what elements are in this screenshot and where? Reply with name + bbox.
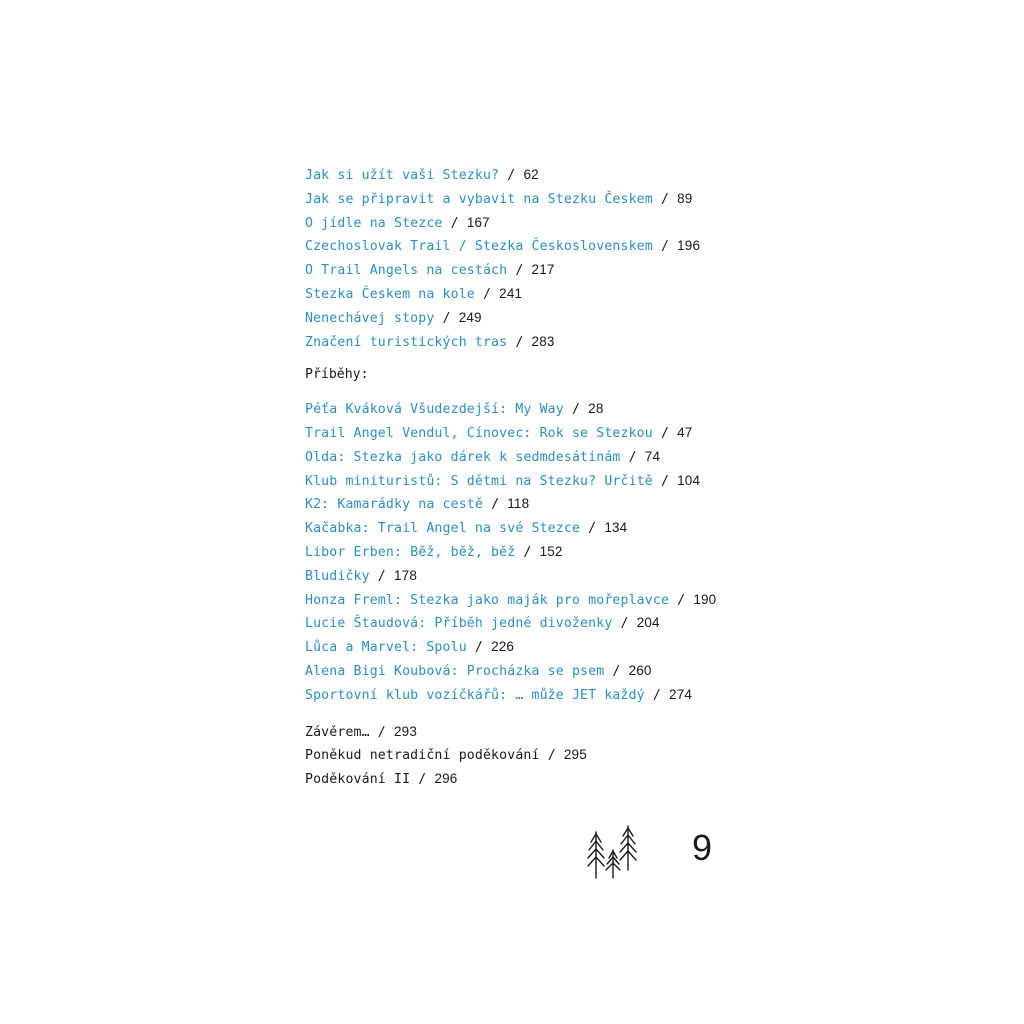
toc-entry[interactable] bbox=[305, 492, 785, 516]
toc-entry-title: Závěrem… bbox=[305, 724, 370, 740]
toc-entry-title[interactable]: Klub minituristů: S dětmi na Stezku? Určitě bbox=[305, 473, 653, 489]
toc-separator: / bbox=[499, 168, 524, 183]
toc-entry[interactable] bbox=[305, 163, 785, 187]
toc-entry[interactable] bbox=[305, 258, 785, 282]
stories-heading: Příběhy: bbox=[305, 367, 369, 383]
toc-separator: / bbox=[652, 425, 678, 441]
toc-separator: / bbox=[507, 334, 532, 350]
closing-list bbox=[305, 720, 785, 791]
toc-separator: / bbox=[369, 724, 394, 740]
toc-entry-title[interactable]: O jídle na Stezce bbox=[305, 215, 443, 231]
toc-entry-title[interactable]: Jak si užít vaši Stezku? bbox=[305, 168, 500, 183]
toc-entry-page: 47 bbox=[677, 424, 693, 440]
toc-entry-title[interactable]: Alena Bigi Koubová: Procházka se psem bbox=[305, 663, 605, 679]
toc-separator: / bbox=[466, 640, 492, 656]
toc-entry-page: 118 bbox=[507, 496, 530, 512]
toc-separator: / bbox=[669, 592, 694, 608]
toc-entry-page: 104 bbox=[677, 472, 701, 488]
toc-entry-title[interactable]: Kačabka: Trail Angel na své Stezce bbox=[305, 521, 581, 537]
toc-entry-page: 28 bbox=[588, 401, 604, 417]
toc-entry-page: 178 bbox=[394, 567, 417, 583]
toc-entry-title[interactable]: O Trail Angels na cestách bbox=[305, 263, 508, 279]
toc-entry[interactable] bbox=[305, 469, 785, 493]
toc-separator: / bbox=[515, 544, 540, 560]
toc-entry[interactable] bbox=[305, 611, 785, 635]
toc-entry-title: Poněkud netradiční poděkování bbox=[305, 748, 540, 764]
toc-entry-title[interactable]: Olda: Stezka jako dárek k sedmdesátinám bbox=[305, 449, 621, 465]
toc-separator: / bbox=[652, 191, 678, 207]
toc-entry-page: 167 bbox=[466, 214, 490, 230]
toc-entry-title[interactable]: Jak se připravit a vybavit na Stezku Českem bbox=[305, 191, 653, 207]
toc-entry-page: 293 bbox=[394, 723, 417, 739]
toc-entry-page: 295 bbox=[563, 747, 587, 763]
toc-entry[interactable] bbox=[305, 187, 785, 211]
toc-entry[interactable] bbox=[305, 211, 785, 235]
toc-separator: / bbox=[410, 772, 435, 788]
toc-entry[interactable] bbox=[305, 421, 785, 445]
toc-entry-title[interactable]: K2: Kamarádky na cestě bbox=[305, 497, 483, 513]
toc-separator: / bbox=[652, 473, 678, 489]
toc-separator: / bbox=[652, 239, 678, 255]
page-footer bbox=[584, 820, 724, 882]
toc-separator: / bbox=[644, 687, 670, 703]
toc-separator: / bbox=[482, 497, 508, 513]
toc-entry-page: 152 bbox=[539, 543, 563, 559]
toc-entry[interactable] bbox=[305, 564, 785, 588]
toc-entry[interactable] bbox=[305, 397, 785, 421]
toc-entry-title[interactable]: Trail Angel Vendul, Cínovec: Rok se Stezkou bbox=[305, 425, 653, 441]
toc-entry[interactable] bbox=[305, 540, 785, 564]
toc-entry-page: 196 bbox=[677, 238, 701, 254]
toc-separator: / bbox=[604, 663, 629, 679]
toc-separator: / bbox=[434, 310, 459, 326]
toc-entry-title[interactable]: Sportovní klub vozíčkářů: … může JET každý bbox=[305, 687, 645, 703]
toc-entry-page: 241 bbox=[499, 285, 523, 301]
toc-entry-page: 260 bbox=[628, 662, 652, 678]
toc-entry bbox=[305, 743, 785, 767]
toc-entry-title[interactable]: Bludičky bbox=[305, 568, 370, 584]
toc-separator: / bbox=[442, 215, 467, 231]
toc-entry-title[interactable]: Lucie Štaudová: Příběh jedné divoženky bbox=[305, 616, 613, 632]
toc-entry-title[interactable]: Péťa Kváková Všudezdejší: My Way bbox=[305, 402, 564, 418]
toc-entry bbox=[305, 767, 785, 791]
table-of-contents bbox=[305, 163, 785, 791]
toc-entry-title[interactable]: Honza Freml: Stezka jako maják pro mořeplavce bbox=[305, 592, 670, 608]
guides-list bbox=[305, 163, 785, 353]
toc-separator: / bbox=[580, 521, 605, 537]
toc-entry-title: Poděkování II bbox=[305, 772, 411, 788]
toc-entry-title[interactable]: Stezka Českem na kole bbox=[305, 286, 475, 302]
toc-entry-page: 89 bbox=[677, 190, 693, 206]
toc-separator: / bbox=[369, 568, 394, 584]
toc-entry-page: 134 bbox=[604, 520, 628, 536]
toc-entry-title[interactable]: Značení turistických tras bbox=[305, 334, 508, 350]
pine-trees-icon bbox=[584, 820, 644, 882]
toc-entry[interactable] bbox=[305, 306, 785, 330]
toc-entry[interactable] bbox=[305, 445, 785, 469]
toc-entry[interactable] bbox=[305, 683, 785, 707]
toc-entry bbox=[305, 720, 785, 744]
toc-separator: / bbox=[563, 402, 589, 418]
toc-entry-page: 274 bbox=[669, 686, 693, 702]
toc-entry[interactable] bbox=[305, 234, 785, 258]
toc-separator: / bbox=[474, 286, 500, 302]
toc-entry-page: 74 bbox=[644, 448, 661, 464]
toc-entry-title[interactable]: Libor Erben: Běž, běž, běž bbox=[305, 544, 516, 560]
toc-entry-title[interactable]: Czechoslovak Trail / Stezka Československem bbox=[305, 239, 653, 255]
toc-entry-page: 283 bbox=[531, 333, 555, 349]
toc-entry[interactable] bbox=[305, 516, 785, 540]
spacer bbox=[305, 707, 785, 720]
toc-entry[interactable] bbox=[305, 588, 785, 612]
toc-separator: / bbox=[539, 748, 564, 764]
toc-entry[interactable] bbox=[305, 282, 785, 306]
toc-entry-page: 249 bbox=[458, 309, 482, 325]
toc-entry-page: 204 bbox=[636, 615, 660, 631]
toc-entry-title[interactable]: Nenechávej stopy bbox=[305, 310, 435, 326]
toc-separator: / bbox=[620, 449, 645, 465]
toc-entry-page: 62 bbox=[523, 167, 539, 182]
stories-list bbox=[305, 397, 785, 706]
page-number: 9 bbox=[692, 827, 713, 868]
toc-entry-page: 190 bbox=[693, 591, 717, 607]
toc-separator: / bbox=[507, 263, 532, 279]
toc-entry-title[interactable]: Lůca a Marvel: Spolu bbox=[305, 640, 467, 656]
toc-entry[interactable] bbox=[305, 659, 785, 683]
toc-entry-page: 296 bbox=[434, 771, 458, 787]
toc-entry[interactable] bbox=[305, 635, 785, 659]
toc-entry-page: 217 bbox=[531, 262, 555, 278]
toc-separator: / bbox=[612, 616, 637, 632]
toc-entry[interactable] bbox=[305, 330, 785, 354]
toc-entry-page: 226 bbox=[491, 639, 515, 655]
